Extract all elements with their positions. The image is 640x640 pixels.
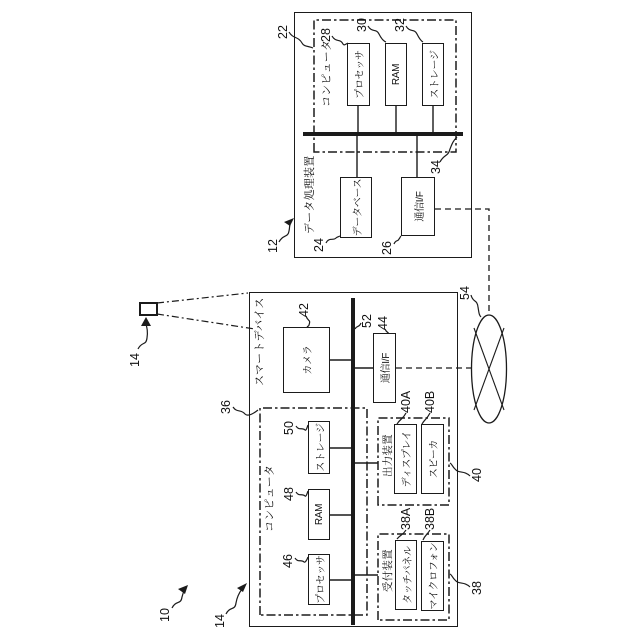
ref-14-smart-device: 14 — [213, 614, 227, 628]
smart-speaker-label: スピーカ — [429, 439, 440, 479]
dpd-processor-box — [347, 43, 370, 106]
ref-50-smart-storage: 50 — [282, 421, 296, 435]
output-device-title: 出力装置 — [382, 434, 394, 477]
smart-speaker-box — [421, 424, 444, 494]
smart-display-label: ディスプレイ — [402, 430, 413, 488]
ref-46-smart-processor: 46 — [281, 554, 295, 568]
smart-comm-if-box — [373, 333, 396, 403]
ref-32-dpd-storage: 32 — [393, 18, 407, 32]
ref-52-smart-bus: 52 — [360, 314, 374, 328]
ref-40-output-device: 40 — [470, 468, 484, 482]
smart-ram-label: RAM — [313, 503, 325, 526]
ref-54-network: 54 — [458, 286, 472, 300]
dpd-comm-if-box — [401, 177, 435, 236]
network-icon — [472, 315, 507, 423]
ref-42-camera: 42 — [297, 303, 311, 317]
smart-processor-label: プロセッサ — [315, 555, 327, 604]
dpd-comm-if-label: 通信I/F — [414, 191, 426, 222]
smart-storage-label: ストレージ — [315, 423, 327, 472]
dpd-ram-label: RAM — [390, 63, 402, 86]
smart-processor-box — [308, 554, 330, 605]
smartphone-icon — [139, 302, 158, 316]
ref-48-smart-ram: 48 — [282, 487, 296, 501]
ref-38-reception-device: 38 — [470, 581, 484, 595]
smart-device-title: スマートデバイス — [254, 297, 266, 386]
device-icon-projection-lines — [157, 293, 255, 329]
dpd-storage-label: ストレージ — [429, 50, 441, 99]
smart-camera-box — [283, 327, 330, 393]
ref-44-smart-comm-if: 44 — [376, 316, 390, 330]
smart-microphone-box — [421, 541, 444, 611]
smart-camera-label: カメラ — [303, 345, 314, 375]
ref-14-device-icon: 14 — [128, 353, 142, 367]
ref-30-dpd-ram: 30 — [355, 18, 369, 32]
smart-touch-panel-box — [395, 540, 417, 610]
dpd-processor-label: プロセッサ — [355, 50, 366, 99]
ref-26-dpd-comm-if: 26 — [380, 241, 394, 255]
ref-24-dpd-database: 24 — [312, 238, 326, 252]
dpd-database-box — [340, 177, 372, 238]
reception-device-title: 受付装置 — [382, 549, 394, 592]
dpd-ram-box — [385, 43, 407, 106]
ref-12-dpd: 12 — [266, 239, 280, 253]
ref-22-dpd-computer: 22 — [276, 25, 290, 39]
smart-comm-if-label: 通信I/F — [381, 352, 392, 384]
leader-arrowheads — [141, 218, 294, 594]
smart-ram-box — [308, 489, 330, 540]
smart-computer-title: コンピュータ — [264, 464, 276, 532]
dpd-computer-title: コンピュータ — [321, 39, 333, 107]
smart-display-box — [394, 424, 417, 494]
smart-touch-panel-label: タッチパネル — [402, 546, 414, 604]
ref-40B-speaker: 40B — [423, 390, 437, 413]
ref-36-smart-computer: 36 — [219, 400, 233, 414]
dpd-database-label: データベース — [352, 178, 364, 237]
dpd-title: データ処理装置 — [304, 155, 316, 234]
dpd-storage-box — [422, 43, 444, 106]
smart-storage-box — [308, 421, 330, 474]
ref-38A-touch-panel: 38A — [399, 507, 413, 530]
ref-38B-microphone: 38B — [423, 507, 437, 530]
ref-28-dpd-processor: 28 — [319, 28, 333, 42]
ref-40A-display: 40A — [399, 390, 413, 413]
smart-microphone-label: マイクロフォン — [429, 542, 440, 610]
ref-10-system: 10 — [158, 608, 172, 622]
ref-34-dpd-bus: 34 — [429, 160, 443, 174]
